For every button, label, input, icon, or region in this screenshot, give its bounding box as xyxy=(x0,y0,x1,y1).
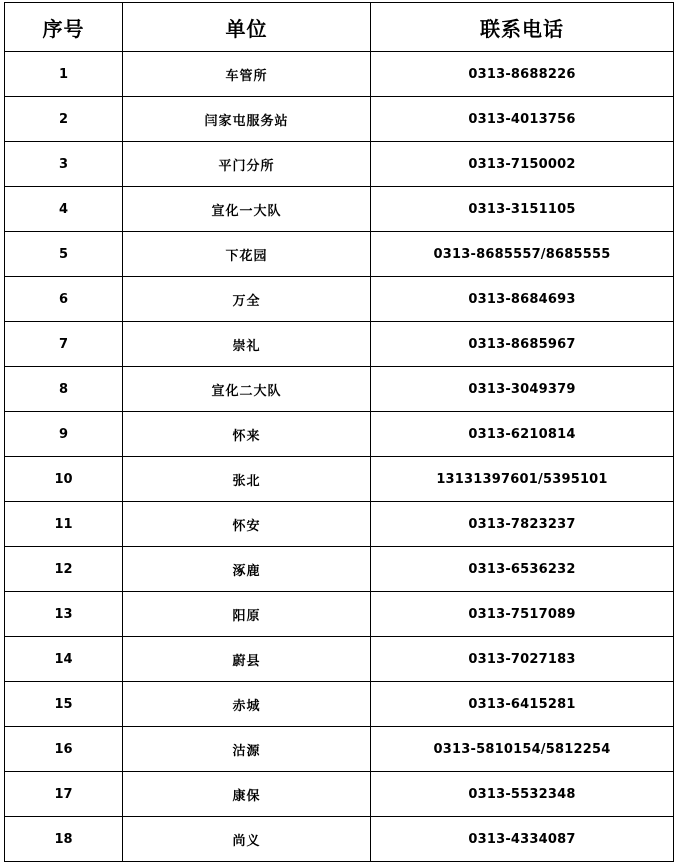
cell-unit: 沽源 xyxy=(123,727,371,772)
cell-phone: 0313-8685557/8685555 xyxy=(371,232,674,277)
cell-phone: 0313-7517089 xyxy=(371,592,674,637)
table-row xyxy=(5,457,674,502)
cell-phone: 0313-6210814 xyxy=(371,412,674,457)
table-row xyxy=(5,727,674,772)
cell-unit: 怀来 xyxy=(123,412,371,457)
column-header-no: 序号 xyxy=(5,3,123,52)
cell-no: 17 xyxy=(5,772,123,817)
column-header-unit: 单位 xyxy=(123,3,371,52)
cell-no: 6 xyxy=(5,277,123,322)
cell-no: 16 xyxy=(5,727,123,772)
cell-unit: 宣化二大队 xyxy=(123,367,371,412)
cell-unit: 宣化一大队 xyxy=(123,187,371,232)
cell-phone: 13131397601/5395101 xyxy=(371,457,674,502)
table-row xyxy=(5,367,674,412)
cell-no: 18 xyxy=(5,817,123,862)
cell-no: 10 xyxy=(5,457,123,502)
cell-no: 2 xyxy=(5,97,123,142)
cell-no: 1 xyxy=(5,52,123,97)
cell-no: 13 xyxy=(5,592,123,637)
cell-unit: 阳原 xyxy=(123,592,371,637)
cell-no: 15 xyxy=(5,682,123,727)
cell-unit: 怀安 xyxy=(123,502,371,547)
table-row xyxy=(5,412,674,457)
cell-no: 4 xyxy=(5,187,123,232)
cell-no: 11 xyxy=(5,502,123,547)
cell-no: 3 xyxy=(5,142,123,187)
cell-unit: 下花园 xyxy=(123,232,371,277)
table-body xyxy=(5,52,674,862)
table-row xyxy=(5,772,674,817)
cell-phone: 0313-4334087 xyxy=(371,817,674,862)
cell-unit: 尚义 xyxy=(123,817,371,862)
table-row xyxy=(5,592,674,637)
cell-phone: 0313-3151105 xyxy=(371,187,674,232)
cell-unit: 车管所 xyxy=(123,52,371,97)
cell-unit: 闫家屯服务站 xyxy=(123,97,371,142)
cell-unit: 赤城 xyxy=(123,682,371,727)
table-header-row xyxy=(5,3,674,52)
cell-unit: 万全 xyxy=(123,277,371,322)
table-row xyxy=(5,682,674,727)
cell-phone: 0313-5532348 xyxy=(371,772,674,817)
cell-phone: 0313-7027183 xyxy=(371,637,674,682)
table-row xyxy=(5,232,674,277)
cell-phone: 0313-6536232 xyxy=(371,547,674,592)
cell-unit: 康保 xyxy=(123,772,371,817)
cell-no: 14 xyxy=(5,637,123,682)
cell-unit: 崇礼 xyxy=(123,322,371,367)
cell-no: 9 xyxy=(5,412,123,457)
table-row xyxy=(5,502,674,547)
cell-phone: 0313-7823237 xyxy=(371,502,674,547)
cell-no: 5 xyxy=(5,232,123,277)
cell-phone: 0313-8685967 xyxy=(371,322,674,367)
cell-no: 7 xyxy=(5,322,123,367)
cell-unit: 平门分所 xyxy=(123,142,371,187)
table-row xyxy=(5,142,674,187)
table-row xyxy=(5,637,674,682)
cell-phone: 0313-3049379 xyxy=(371,367,674,412)
cell-phone: 0313-8684693 xyxy=(371,277,674,322)
column-header-phone: 联系电话 xyxy=(371,3,674,52)
cell-phone: 0313-8688226 xyxy=(371,52,674,97)
table-row xyxy=(5,187,674,232)
table-row xyxy=(5,817,674,862)
cell-phone: 0313-6415281 xyxy=(371,682,674,727)
cell-phone: 0313-4013756 xyxy=(371,97,674,142)
cell-no: 8 xyxy=(5,367,123,412)
cell-unit: 蔚县 xyxy=(123,637,371,682)
table-row xyxy=(5,52,674,97)
cell-no: 12 xyxy=(5,547,123,592)
table-row xyxy=(5,277,674,322)
table-row xyxy=(5,97,674,142)
cell-phone: 0313-7150002 xyxy=(371,142,674,187)
cell-unit: 张北 xyxy=(123,457,371,502)
cell-phone: 0313-5810154/5812254 xyxy=(371,727,674,772)
cell-unit: 涿鹿 xyxy=(123,547,371,592)
table-header xyxy=(5,3,674,52)
table-row xyxy=(5,322,674,367)
contact-table xyxy=(4,2,674,862)
table-row xyxy=(5,547,674,592)
